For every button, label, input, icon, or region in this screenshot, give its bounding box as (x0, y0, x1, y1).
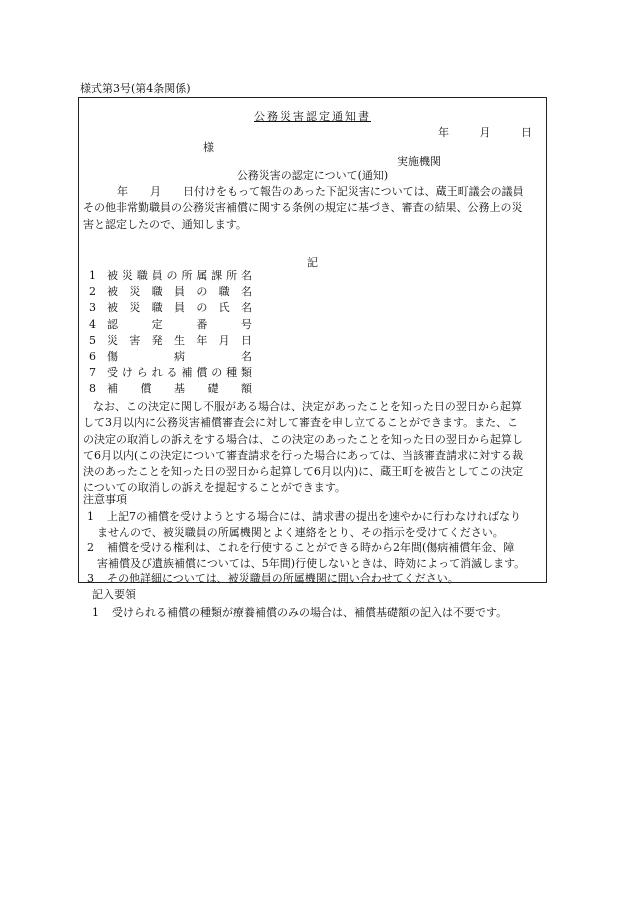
date-day: 日 (521, 126, 532, 139)
note-item: 1 上記7の補償を受けようとする場合には、請求書の提出を速やかに行わなければなり ませんので、被災職員の所属機関とよく連絡をとり、その指示を受けてください。 (87, 510, 521, 539)
list-item: 7 受けられる補償の種類 (89, 366, 252, 380)
intro-paragraph: 年 月 日付けをもって報告のあった下記災害については、蔵王町議会の議員 その他非常勤職員の公務災害補償に関する条例の規定に基づき、審査の結果、公務上の災 害と認定したので、通知します。 (83, 185, 524, 231)
date-month: 月 (479, 126, 491, 139)
list-item: 5 災害発生年月日 (89, 333, 252, 347)
notes-heading: 注意事項 (83, 493, 127, 506)
list-item: 3 被災職員の氏名 (89, 301, 252, 315)
date-row (411, 126, 532, 140)
addressee-suffix: 様 (203, 141, 214, 154)
list-item: 6 傷病名 (89, 349, 252, 363)
document-title: 公務災害認定通知書 (254, 110, 371, 123)
appeal-paragraph: なお、この決定に関し不服がある場合は、決定があったことを知った日の翌日から起算 して3月以内に公務災害補償審査会に対して審査を申し立てることができます。また、こ の決定の取消しの訴えをする場合は、この決定のあったことを知った日の翌日から起算し て6月以内(この決定について審査請求を行った場合にあっては、当該審査請求に対する裁 決のあったことを知った日の翌日から起算して6月以内)に、蔵王町を被告としてこの決定 についての取消しの訴えを提起することができます。 (83, 400, 524, 495)
note-item: 2 補償を受ける権利は、これを行使することができる時から2年間(傷病補償年金、障 害補償及び遺族補償については、5年間)行使しないときは、時効によって消滅します。 (87, 541, 526, 570)
subject-line: 公務災害の認定について(通知) (236, 169, 389, 182)
list-item: 1 被災職員の所属課所名 (89, 269, 252, 282)
list-item: 2 被災職員の職名 (89, 285, 252, 299)
instructions-heading: 記入要領 (92, 588, 136, 601)
instruction-item: 1 受けられる補償の種類が療養補償のみの場合は、補償基礎額の記入は不要です。 (92, 606, 508, 619)
list-item: 8 補償基礎額 (89, 382, 252, 396)
date-year: 年 (438, 126, 449, 139)
issuer-label: 実施機関 (397, 155, 441, 168)
ki-heading: 記 (307, 256, 318, 269)
item-list (89, 268, 252, 398)
note-item: 3 その他詳細については、被災職員の所属機関に問い合わせてください。 (87, 572, 459, 585)
list-item: 4 認定番号 (89, 317, 252, 331)
form-number-label: 様式第3号(第4条関係) (80, 82, 191, 95)
notice-form-box (78, 97, 547, 583)
